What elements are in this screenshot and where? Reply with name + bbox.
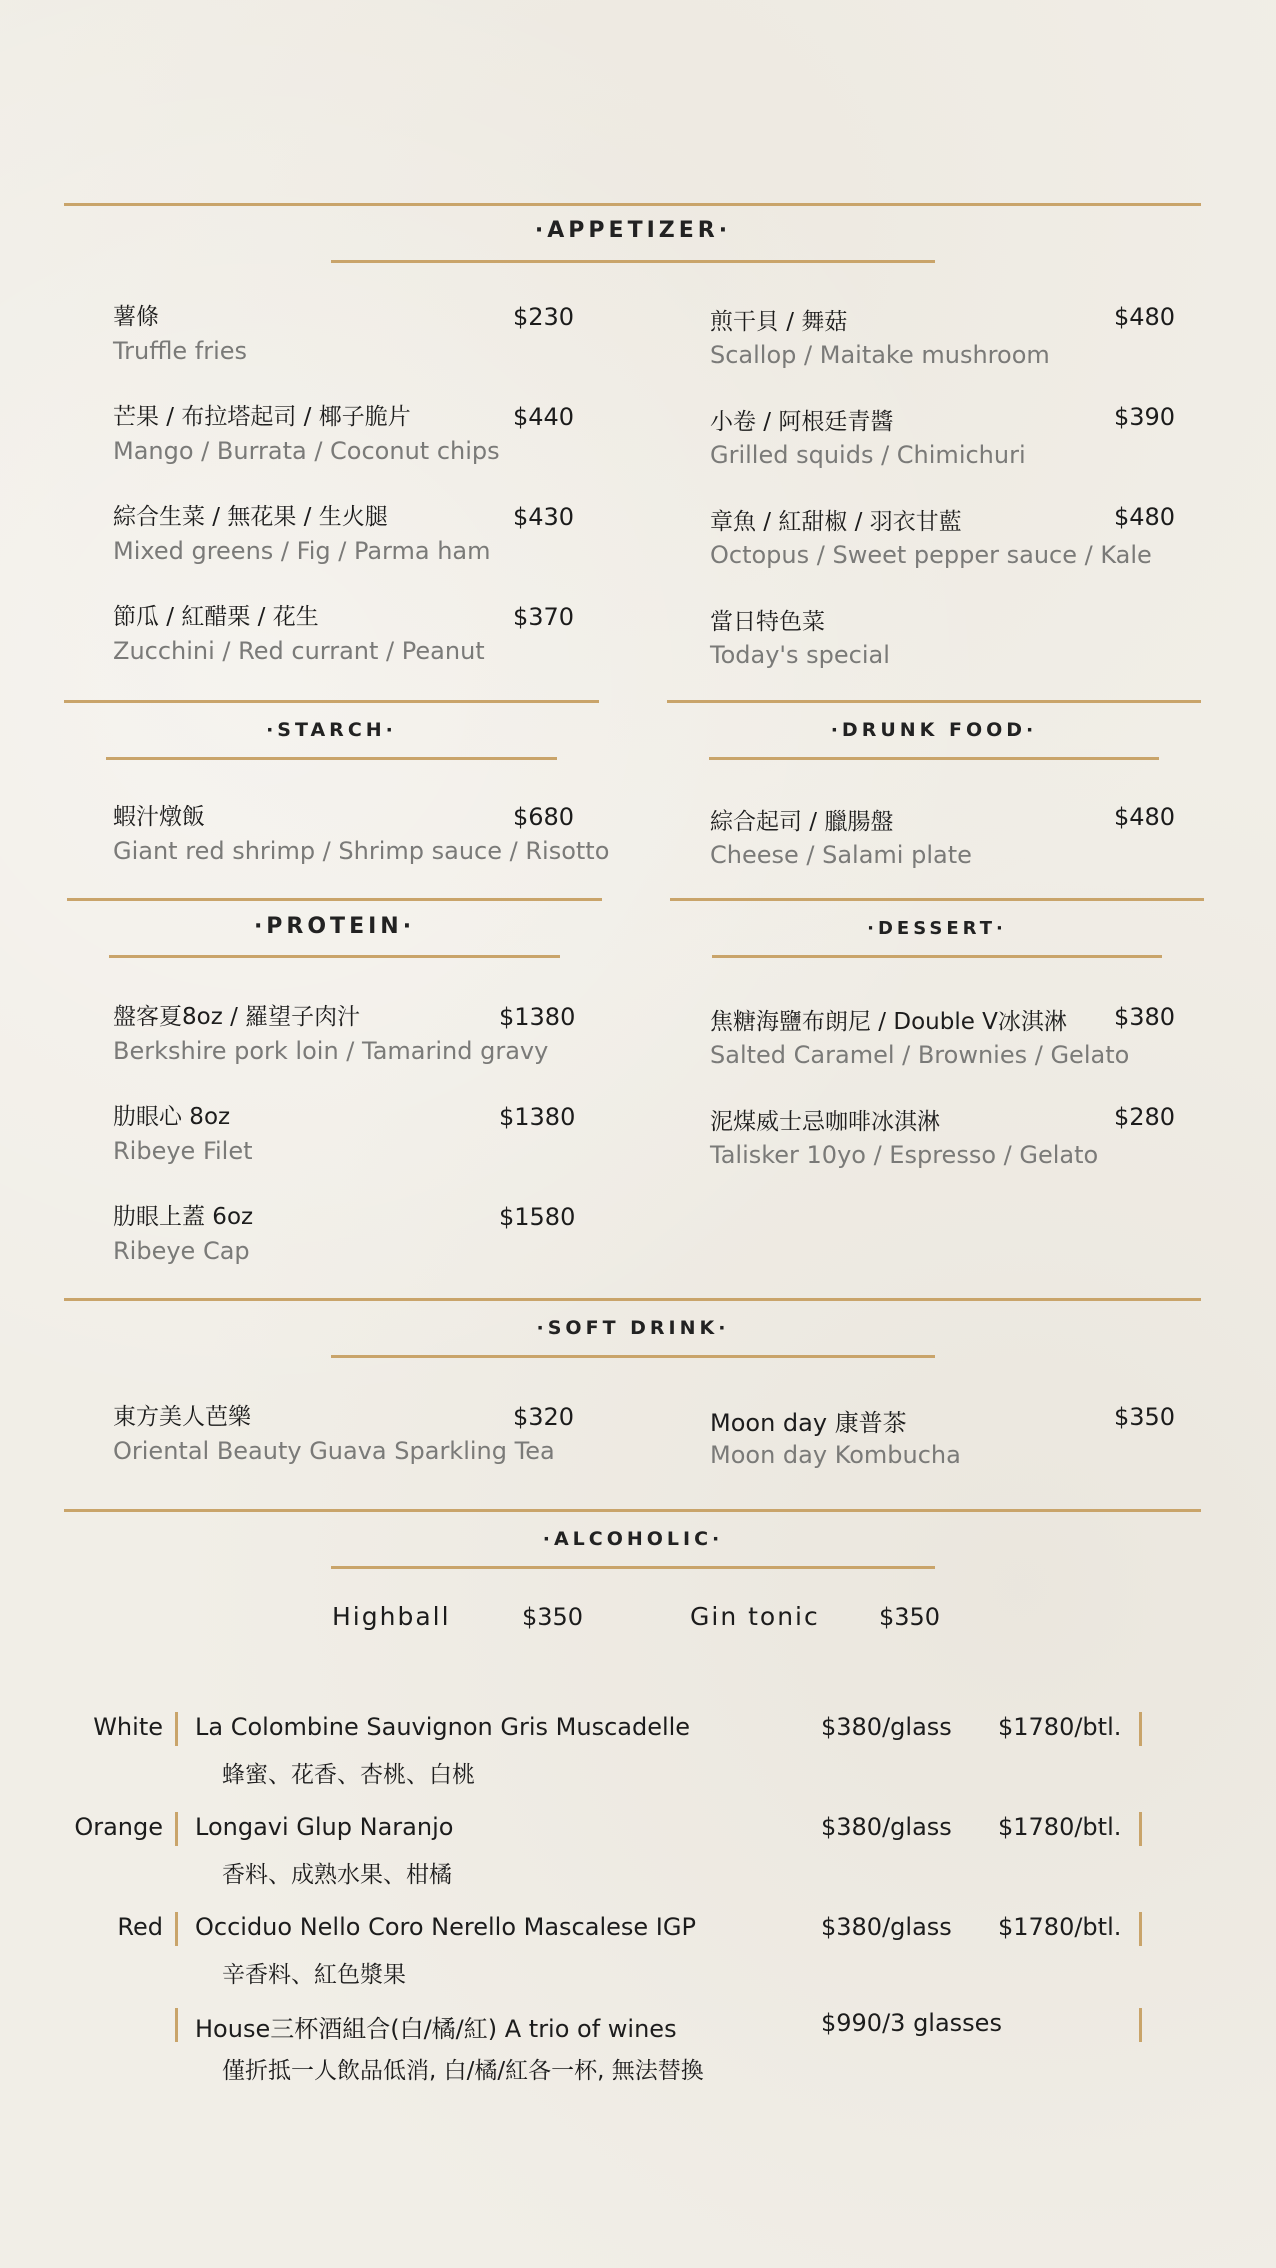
wine-bar [175, 2008, 178, 2042]
menu-item-name-zh: 小卷 / 阿根廷青醬 [710, 409, 894, 435]
wine-bar [175, 1712, 178, 1746]
menu-item-name-zh: 蝦汁燉飯 [113, 804, 205, 830]
menu-item-name-zh: 章魚 / 紅甜椒 / 羽衣甘藍 [710, 509, 962, 535]
section-title-dessert: ·DESSERT· [867, 918, 1007, 939]
section-title-drunk-food: ·DRUNK FOOD· [830, 719, 1038, 741]
divider [331, 1566, 935, 1569]
wine-bottle-price: $1780/btl. [998, 1913, 1122, 1941]
menu-item-name-en: Mango / Burrata / Coconut chips [113, 437, 500, 465]
wine-type-label: Red [117, 1913, 163, 1941]
menu-item-name-zh: 東方美人芭樂 [113, 1404, 251, 1430]
wine-bar [175, 1912, 178, 1946]
menu-item-name-zh: Moon day 康普茶 [710, 1409, 907, 1437]
section-title-protein: ·PROTEIN· [253, 914, 416, 939]
menu-item-name-en: Berkshire pork loin / Tamarind gravy [113, 1037, 549, 1065]
menu-item-name-en: Ribeye Filet [113, 1137, 253, 1165]
menu-item-name-zh: 煎干貝 / 舞菇 [710, 309, 848, 335]
divider [64, 1509, 1201, 1512]
menu-item-name-zh: 肋眼心 8oz [113, 1104, 231, 1130]
divider [109, 955, 560, 958]
wine-bar [1139, 1712, 1142, 1746]
divider [67, 898, 602, 901]
wine-name: Occiduo Nello Coro Nerello Mascalese IGP [195, 1913, 696, 1941]
divider [709, 757, 1159, 760]
menu-item-price: $380 [1114, 1003, 1176, 1031]
menu-item-price: $370 [513, 603, 575, 631]
menu-item-price: $1580 [499, 1203, 576, 1231]
menu-item-price: $440 [513, 403, 575, 431]
divider [712, 955, 1162, 958]
menu-item-price: $430 [513, 503, 575, 531]
menu-item-name-en: Giant red shrimp / Shrimp sauce / Risotto [113, 837, 610, 865]
menu-item-name-zh: 薯條 [113, 304, 159, 330]
divider [331, 1355, 935, 1358]
drink-name: Highball [332, 1602, 451, 1631]
menu-item-name-en: Scallop / Maitake mushroom [710, 341, 1050, 369]
menu-item-name-zh: 泥煤威士忌咖啡冰淇淋 [710, 1109, 940, 1135]
menu-item-price: $350 [1114, 1403, 1176, 1431]
divider [667, 700, 1201, 703]
divider [331, 260, 935, 263]
wine-tasting-note: 香料、成熟水果、柑橘 [222, 1862, 452, 1888]
wine-bar [1139, 1812, 1142, 1846]
menu-item-price: $230 [513, 303, 575, 331]
menu-item-price: $1380 [499, 1103, 576, 1131]
menu-item-name-en: Salted Caramel / Brownies / Gelato [710, 1041, 1130, 1069]
menu-item-name-en: Zucchini / Red currant / Peanut [113, 637, 485, 665]
menu-item-price: $480 [1114, 303, 1176, 331]
menu-item-price: $1380 [499, 1003, 576, 1031]
wine-glass-price: $380/glass [821, 1913, 952, 1941]
menu-item-name-en: Octopus / Sweet pepper sauce / Kale [710, 541, 1152, 569]
section-title-starch: ·STARCH· [266, 719, 397, 741]
menu-item-name-zh: 綜合生菜 / 無花果 / 生火腿 [113, 504, 388, 530]
menu-item-name-zh: 焦糖海鹽布朗尼 / Double V冰淇淋 [710, 1009, 1067, 1035]
menu-item-name-en: Ribeye Cap [113, 1237, 250, 1265]
wine-tasting-note: 蜂蜜、花香、杏桃、白桃 [222, 1762, 475, 1788]
wine-glass-price: $380/glass [821, 1713, 952, 1741]
wine-bottle-price: $1780/btl. [998, 1713, 1122, 1741]
wine-trio-price: $990/3 glasses [821, 2009, 1002, 2037]
menu-item-name-zh: 當日特色菜 [710, 609, 825, 635]
drink-price: $350 [879, 1603, 941, 1631]
menu-item-name-en: Truffle fries [113, 337, 248, 365]
menu-item-price: $480 [1114, 503, 1176, 531]
menu-item-name-en: Grilled squids / Chimichuri [710, 441, 1026, 469]
menu-item-name-en: Mixed greens / Fig / Parma ham [113, 537, 491, 565]
wine-bar [1139, 2008, 1142, 2042]
wine-bottle-price: $1780/btl. [998, 1813, 1122, 1841]
wine-name: La Colombine Sauvignon Gris Muscadelle [195, 1713, 691, 1741]
drink-name: Gin tonic [690, 1602, 820, 1631]
menu-item-name-en: Moon day Kombucha [710, 1441, 961, 1469]
menu-item-name-zh: 芒果 / 布拉塔起司 / 椰子脆片 [113, 404, 411, 430]
wine-tasting-note: 辛香料、紅色漿果 [222, 1962, 406, 1988]
menu-item-name-zh: 綜合起司 / 臘腸盤 [710, 809, 894, 835]
wine-bar [1139, 1912, 1142, 1946]
wine-glass-price: $380/glass [821, 1813, 952, 1841]
menu-item-price: $280 [1114, 1103, 1176, 1131]
divider [106, 757, 557, 760]
menu-item-name-en: Today's special [710, 641, 890, 669]
menu-item-name-en: Cheese / Salami plate [710, 841, 972, 869]
menu-item-name-zh: 肋眼上蓋 6oz [113, 1204, 254, 1230]
divider [670, 898, 1204, 901]
menu-item-name-zh: 節瓜 / 紅醋栗 / 花生 [113, 604, 319, 630]
section-title-appetizer: ·APPETIZER· [534, 218, 732, 243]
divider [64, 203, 1201, 206]
divider [64, 1298, 1201, 1301]
section-title-soft-drink: ·SOFT DRINK· [536, 1317, 730, 1339]
wine-name: Longavi Glup Naranjo [195, 1813, 454, 1841]
menu-item-price: $320 [513, 1403, 575, 1431]
menu-item-price: $480 [1114, 803, 1176, 831]
section-title-alcoholic: ·ALCOHOLIC· [542, 1528, 724, 1550]
menu-item-name-zh: 盤客夏8oz / 羅望子肉汁 [113, 1004, 361, 1030]
drink-price: $350 [522, 1603, 584, 1631]
divider [64, 700, 599, 703]
menu-item-name-en: Talisker 10yo / Espresso / Gelato [710, 1141, 1099, 1169]
wine-name: House三杯酒組合(白/橘/紅) A trio of wines [195, 2015, 677, 2043]
menu-item-price: $680 [513, 803, 575, 831]
wine-tasting-note: 僅折抵一人飲品低消, 白/橘/紅各一杯, 無法替換 [222, 2058, 704, 2084]
wine-type-label: White [93, 1713, 163, 1741]
menu-item-price: $390 [1114, 403, 1176, 431]
wine-type-label: Orange [74, 1813, 163, 1841]
wine-bar [175, 1812, 178, 1846]
menu-item-name-en: Oriental Beauty Guava Sparkling Tea [113, 1437, 555, 1465]
